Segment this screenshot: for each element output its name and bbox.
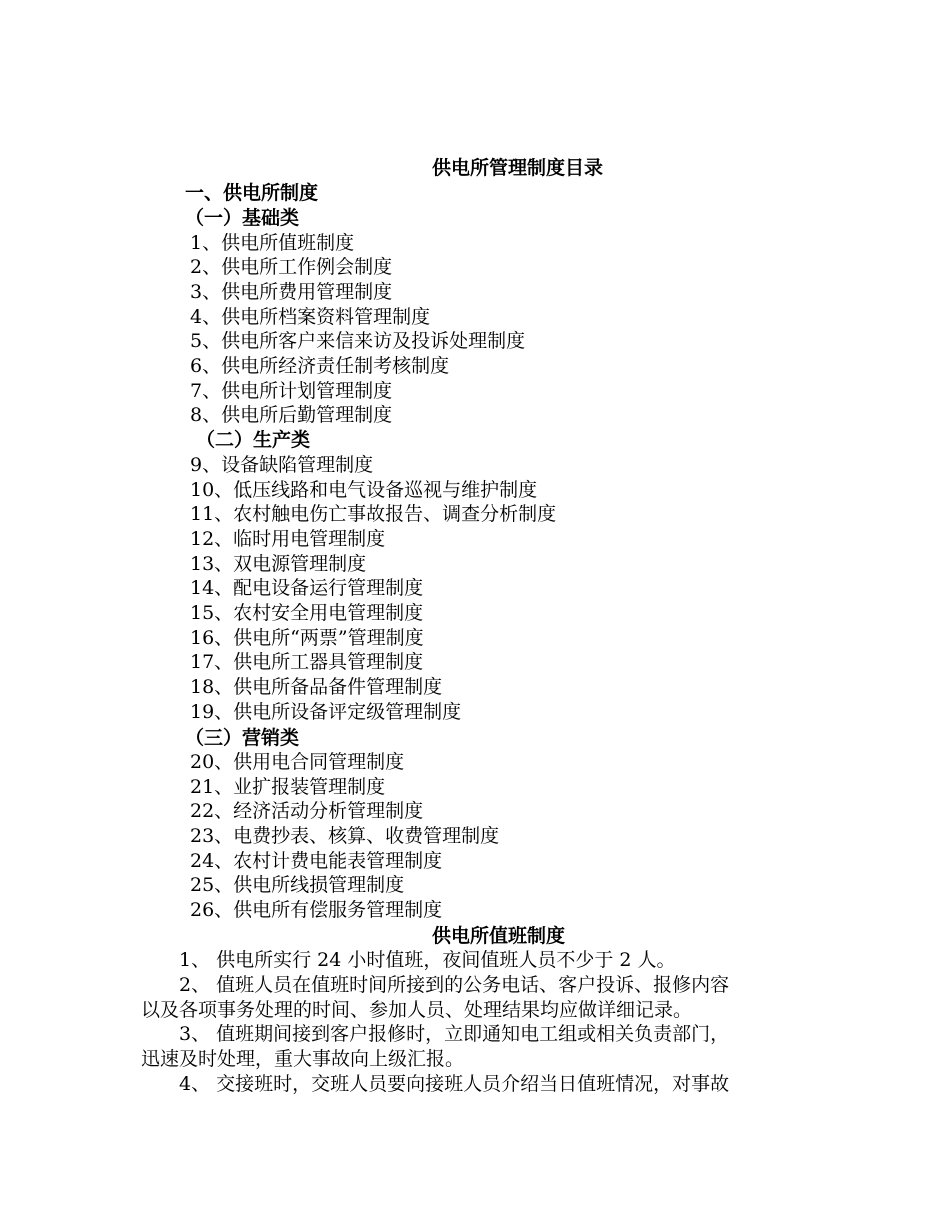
list-item: 5、供电所客户来信来访及投诉处理制度 <box>190 330 526 352</box>
list-item: 23、电费抄表、核算、收费管理制度 <box>190 825 500 847</box>
list-item: 11、农村触电伤亡事故报告、调查分析制度 <box>190 503 557 525</box>
list-item: 7、供电所计划管理制度 <box>190 380 393 402</box>
paragraph-line: 4、 交接班时，交班人员要向接班人员介绍当日值班情况，对事故 <box>141 1073 730 1095</box>
list-item: 14、配电设备运行管理制度 <box>190 577 424 599</box>
list-item: 24、农村计费电能表管理制度 <box>190 850 443 872</box>
list-item: 20、供用电合同管理制度 <box>190 751 405 773</box>
list-item: 26、供电所有偿服务管理制度 <box>190 899 443 921</box>
list-item: 4、供电所档案资料管理制度 <box>190 306 431 328</box>
list-item: 9、设备缺陷管理制度 <box>190 454 374 476</box>
paragraph-line: 以及各项事务处理的时间、参加人员、处理结果均应做详细记录。 <box>141 999 693 1021</box>
paragraph-line: 2、 值班人员在值班时间所接到的公务电话、客户投诉、报修内容 <box>141 974 730 996</box>
paragraph-line: 迅速及时处理，重大事故向上级汇报。 <box>141 1048 465 1070</box>
list-item: 16、供电所“两票”管理制度 <box>190 627 424 649</box>
document-title: 供电所管理制度目录 <box>432 157 604 179</box>
list-item: 21、业扩报装管理制度 <box>190 776 386 798</box>
list-item: 10、低压线路和电气设备巡视与维护制度 <box>190 479 538 501</box>
section-heading: 一、供电所制度 <box>185 182 319 204</box>
list-item: 15、农村安全用电管理制度 <box>190 602 424 624</box>
category-heading-basic: （一）基础类 <box>185 207 300 229</box>
list-item: 25、供电所线损管理制度 <box>190 874 405 896</box>
paragraph-line: 1、 供电所实行 24 小时值班，夜间值班人员不少于 2 人。 <box>141 949 676 971</box>
list-item: 2、供电所工作例会制度 <box>190 256 393 278</box>
list-item: 13、双电源管理制度 <box>190 553 367 575</box>
paragraph-line: 3、 值班期间接到客户报修时，立即通知电工组或相关负责部门， <box>141 1023 730 1045</box>
list-item: 1、供电所值班制度 <box>190 232 355 254</box>
duty-section-title: 供电所值班制度 <box>432 925 566 947</box>
category-heading-marketing: （三）营销类 <box>185 727 300 749</box>
list-item: 17、供电所工器具管理制度 <box>190 651 424 673</box>
list-item: 12、临时用电管理制度 <box>190 528 386 550</box>
list-item: 18、供电所备品备件管理制度 <box>190 676 443 698</box>
list-item: 8、供电所后勤管理制度 <box>190 404 393 426</box>
list-item: 6、供电所经济责任制考核制度 <box>190 355 450 377</box>
list-item: 3、供电所费用管理制度 <box>190 281 393 303</box>
category-heading-production: （二）生产类 <box>196 429 311 451</box>
list-item: 22、经济活动分析管理制度 <box>190 800 424 822</box>
list-item: 19、供电所设备评定级管理制度 <box>190 701 462 723</box>
